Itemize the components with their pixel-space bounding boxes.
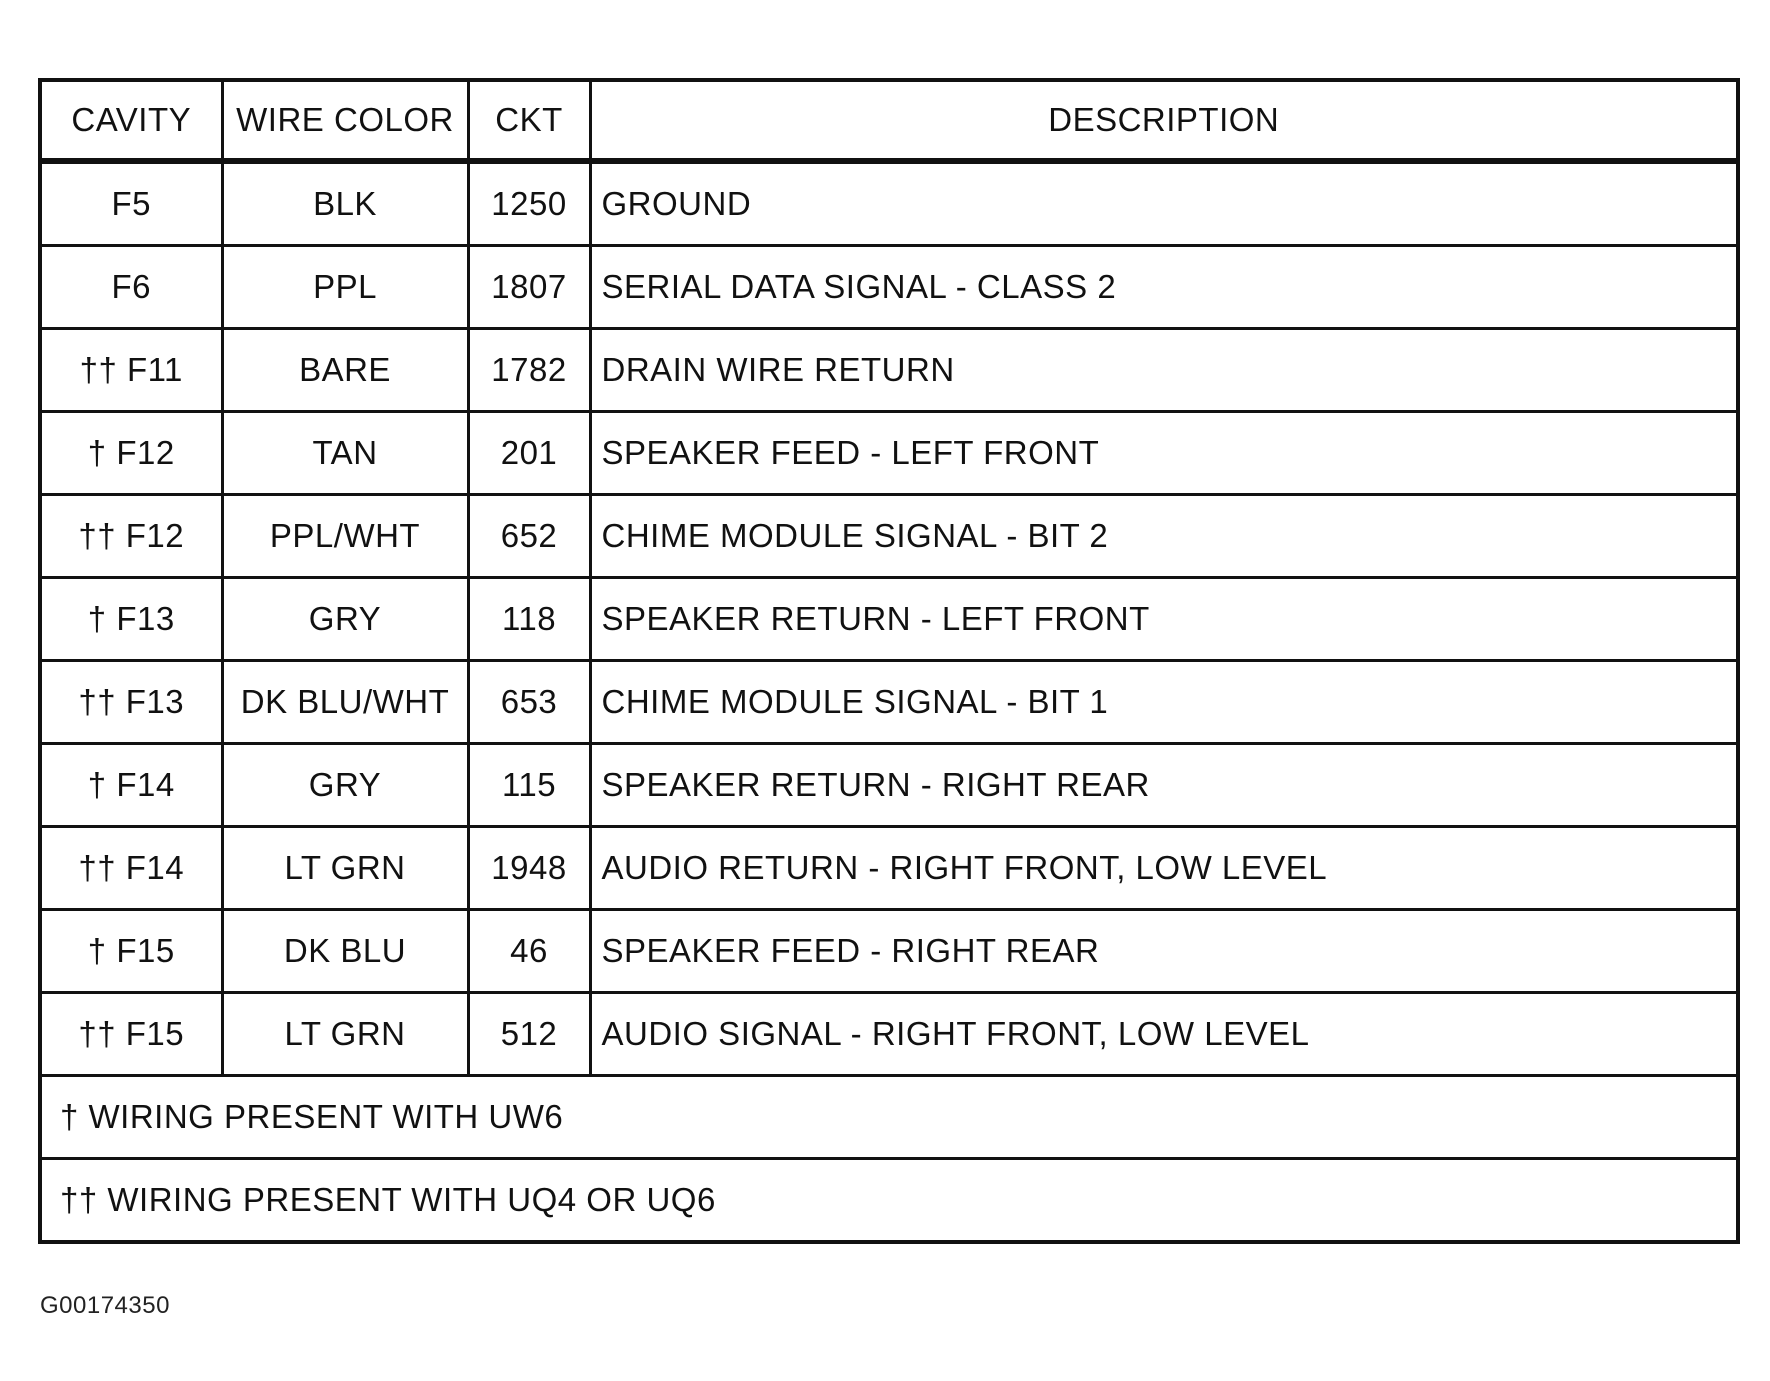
connector-pinout-sheet [38,78,1736,1284]
cell-ckt: 653 [468,661,590,744]
cell-cavity: † F15 [40,910,222,993]
cell-ckt: 118 [468,578,590,661]
table-row [40,329,1738,412]
table-row [40,495,1738,578]
table-row [40,744,1738,827]
cell-cavity: † F14 [40,744,222,827]
cell-description: SPEAKER FEED - RIGHT REAR [590,910,1738,993]
cell-wire-color: PPL [222,246,468,329]
header-description: DESCRIPTION [590,80,1738,161]
figure-id: G00174350 [40,1292,170,1319]
cell-wire-color: LT GRN [222,993,468,1076]
table-row [40,993,1738,1076]
cell-wire-color: BARE [222,329,468,412]
connector-pinout-table [38,78,1740,1244]
cell-ckt: 1948 [468,827,590,910]
cell-description: AUDIO SIGNAL - RIGHT FRONT, LOW LEVEL [590,993,1738,1076]
cell-ckt: 115 [468,744,590,827]
table-row [40,578,1738,661]
cell-cavity: †† F11 [40,329,222,412]
cell-description: SPEAKER RETURN - LEFT FRONT [590,578,1738,661]
table-notes [40,1076,1738,1243]
cell-ckt: 652 [468,495,590,578]
cell-wire-color: LT GRN [222,827,468,910]
cell-description: SPEAKER FEED - LEFT FRONT [590,412,1738,495]
note-row [40,1076,1738,1159]
cell-cavity: F6 [40,246,222,329]
cell-ckt: 1807 [468,246,590,329]
header-cavity: CAVITY [40,80,222,161]
cell-description: SPEAKER RETURN - RIGHT REAR [590,744,1738,827]
footnote-text: † WIRING PRESENT WITH UW6 [40,1076,1738,1159]
header-wire-color: WIRE COLOR [222,80,468,161]
cell-cavity: F5 [40,161,222,246]
cell-description: CHIME MODULE SIGNAL - BIT 2 [590,495,1738,578]
cell-ckt: 1782 [468,329,590,412]
cell-description: SERIAL DATA SIGNAL - CLASS 2 [590,246,1738,329]
cell-wire-color: DK BLU/WHT [222,661,468,744]
table-row [40,246,1738,329]
cell-cavity: †† F14 [40,827,222,910]
cell-cavity: †† F12 [40,495,222,578]
table-body [40,161,1738,1076]
cell-ckt: 201 [468,412,590,495]
cell-ckt: 1250 [468,161,590,246]
header-ckt: CKT [468,80,590,161]
cell-wire-color: GRY [222,744,468,827]
cell-cavity: †† F15 [40,993,222,1076]
footnote-text: †† WIRING PRESENT WITH UQ4 OR UQ6 [40,1159,1738,1243]
header-row [40,80,1738,161]
cell-wire-color: PPL/WHT [222,495,468,578]
cell-description: AUDIO RETURN - RIGHT FRONT, LOW LEVEL [590,827,1738,910]
table-row [40,161,1738,246]
cell-wire-color: TAN [222,412,468,495]
cell-wire-color: DK BLU [222,910,468,993]
table-row [40,412,1738,495]
table-row [40,661,1738,744]
cell-description: GROUND [590,161,1738,246]
cell-cavity: † F12 [40,412,222,495]
cell-wire-color: BLK [222,161,468,246]
cell-ckt: 512 [468,993,590,1076]
table-row [40,910,1738,993]
cell-cavity: † F13 [40,578,222,661]
cell-wire-color: GRY [222,578,468,661]
note-row [40,1159,1738,1243]
cell-description: DRAIN WIRE RETURN [590,329,1738,412]
cell-description: CHIME MODULE SIGNAL - BIT 1 [590,661,1738,744]
table-header [40,80,1738,161]
cell-cavity: †† F13 [40,661,222,744]
table-row [40,827,1738,910]
cell-ckt: 46 [468,910,590,993]
